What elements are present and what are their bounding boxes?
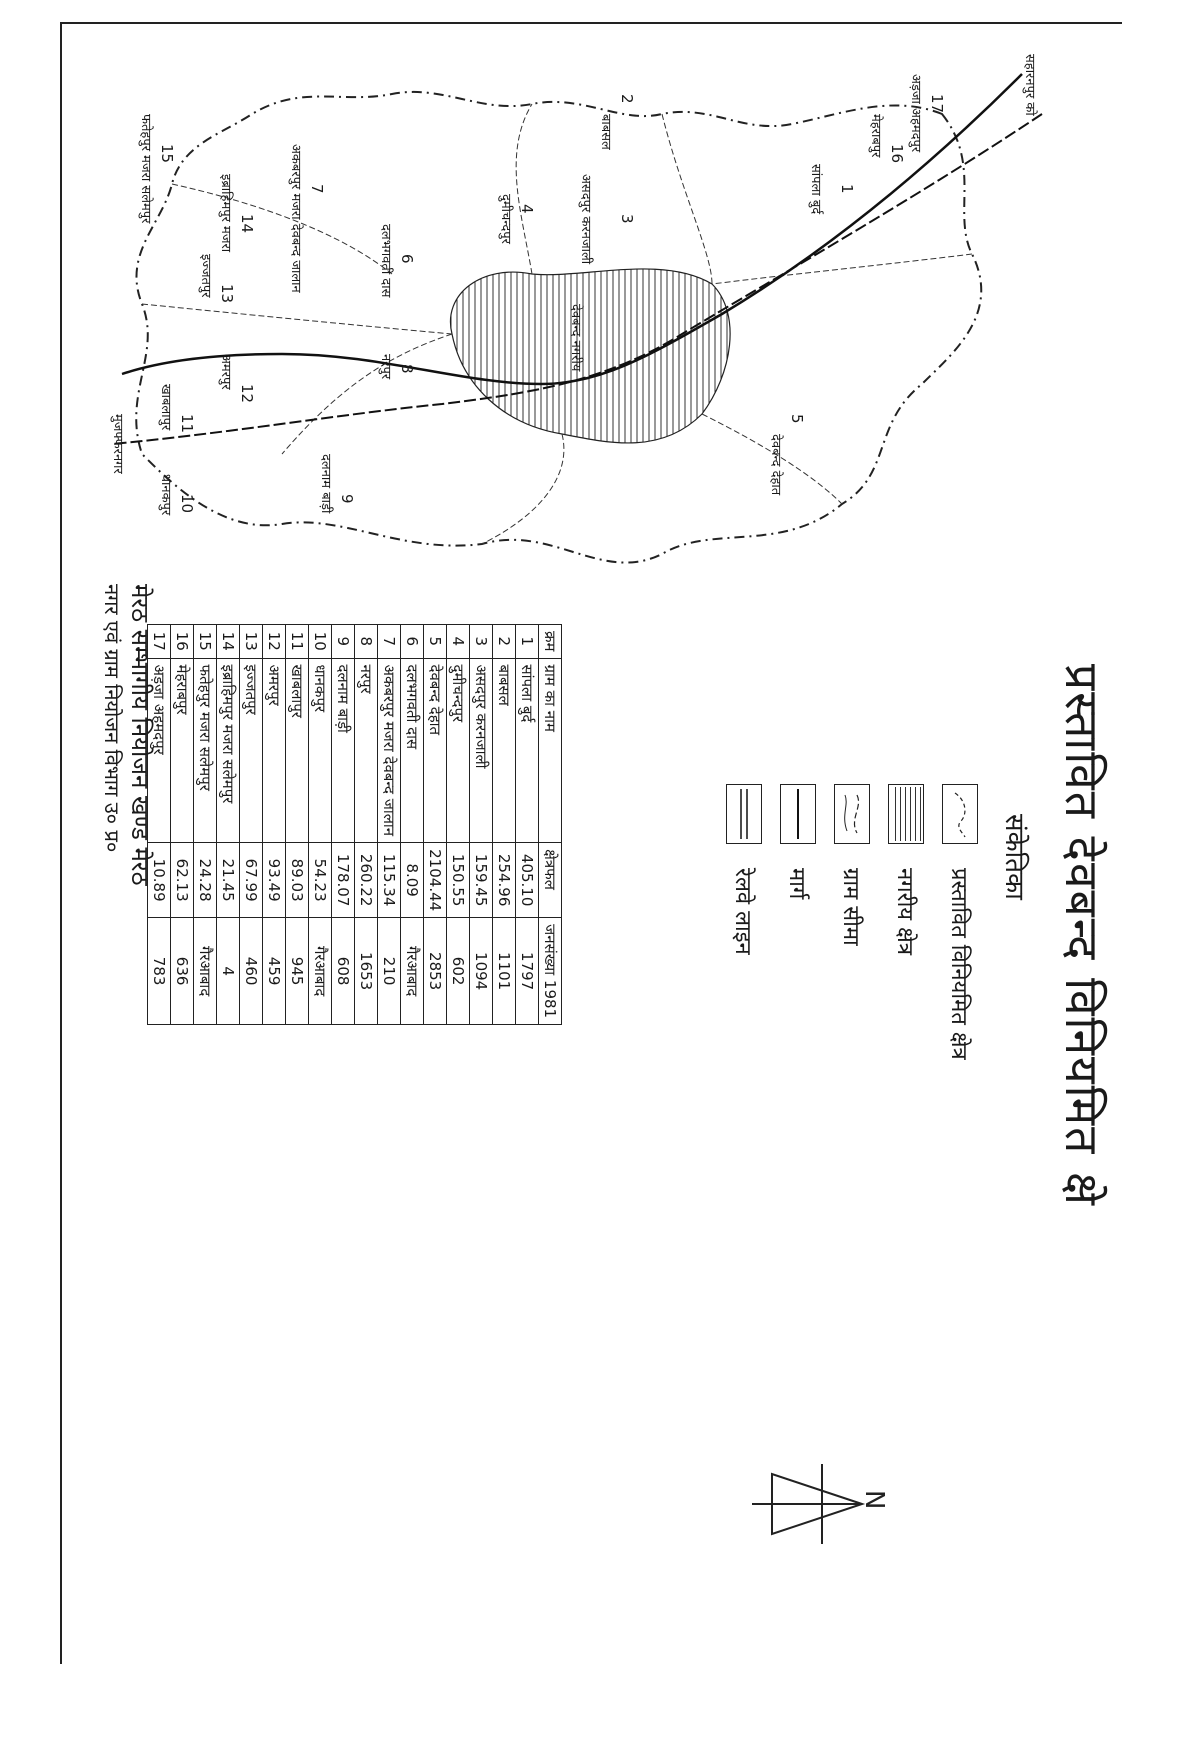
- legend-label: नगरीय क्षेत्र: [892, 868, 917, 955]
- village-label: बाबसल: [598, 114, 613, 150]
- table-row: [217, 625, 240, 1025]
- village-label: इब्राहिमपुर मजरा: [218, 174, 233, 253]
- cell-village-name: दुमीचन्दपुर: [447, 658, 470, 843]
- village-label: नरपुर: [378, 354, 393, 380]
- table-body: [148, 625, 539, 1025]
- village-label: दलभगवती दास: [378, 224, 393, 298]
- village-number: 4: [518, 204, 536, 214]
- cell-area: 8.09: [401, 843, 424, 918]
- saharanpur-label: सहारनपुर को: [1022, 54, 1037, 116]
- cell-area: 260.22: [355, 843, 378, 918]
- village-number: 10: [178, 494, 196, 514]
- cell-area: 89.03: [286, 843, 309, 918]
- cell-serial: 13: [240, 625, 263, 659]
- cell-serial: 5: [424, 625, 447, 659]
- cell-population: 460: [240, 918, 263, 1025]
- cell-village-name: धानकपुर: [309, 658, 332, 843]
- village-number: 2: [618, 94, 636, 104]
- railway-line-icon: [726, 784, 762, 844]
- table-row: [447, 625, 470, 1025]
- cell-area: 254.96: [493, 843, 516, 918]
- col-area: क्षेत्रफल: [539, 843, 562, 918]
- cell-serial: 3: [470, 625, 493, 659]
- legend-label: ग्राम सीमा: [838, 868, 863, 946]
- cell-population: 1101: [493, 918, 516, 1025]
- rotated-content: [62, 24, 1122, 1664]
- legend-item: [884, 784, 928, 955]
- village-number: 7: [308, 184, 326, 194]
- cell-serial: 10: [309, 625, 332, 659]
- cell-serial: 2: [493, 625, 516, 659]
- village-label: खाबलापुर: [158, 384, 173, 431]
- cell-serial: 8: [355, 625, 378, 659]
- table-row: [240, 625, 263, 1025]
- legend-item: [830, 784, 874, 946]
- col-serial: क्रम: [539, 625, 562, 659]
- village-number: 8: [398, 364, 416, 374]
- table-row: [171, 625, 194, 1025]
- cell-village-name: सांपला बुर्द: [516, 658, 539, 843]
- legend-label: प्रस्तावित विनियमित क्षेत्र: [946, 868, 971, 1060]
- cell-village-name: दलनाम बाड़ी: [332, 658, 355, 843]
- table-row: [424, 625, 447, 1025]
- cell-population: गैरआबाद: [309, 918, 332, 1025]
- cell-population: 1653: [355, 918, 378, 1025]
- cell-population: 945: [286, 918, 309, 1025]
- cell-village-name: मेहराबपुर: [171, 658, 194, 843]
- village-label: अकबरपुर मजरा देवबन्द जालान: [288, 144, 303, 293]
- cell-area: 2104.44: [424, 843, 447, 918]
- table-row: [470, 625, 493, 1025]
- legend-label: मार्ग: [784, 868, 809, 900]
- regulated-area-map: [112, 54, 1042, 614]
- cell-population: 1797: [516, 918, 539, 1025]
- cell-village-name: असदपुर करनजाली: [470, 658, 493, 843]
- table-row: [378, 625, 401, 1025]
- table-row: [194, 625, 217, 1025]
- village-label: इज्जतपुर: [198, 254, 213, 298]
- village-label: मेहराबपुर: [868, 114, 883, 158]
- cell-population: 602: [447, 918, 470, 1025]
- road-line-icon: [780, 784, 816, 844]
- village-boundary-icon: [834, 784, 870, 844]
- village-number: 14: [238, 214, 256, 234]
- cell-serial: 11: [286, 625, 309, 659]
- village-number: 6: [398, 254, 416, 264]
- village-table: [147, 624, 562, 1344]
- legend-item: [938, 784, 982, 1060]
- cell-area: 21.45: [217, 843, 240, 918]
- cell-serial: 12: [263, 625, 286, 659]
- table-row: [516, 625, 539, 1025]
- legend-heading: संकेतिका: [999, 814, 1029, 900]
- village-number: 15: [158, 144, 176, 164]
- cell-area: 54.23: [309, 843, 332, 918]
- village-number: 16: [888, 144, 906, 164]
- cell-village-name: इज्जतपुर: [240, 658, 263, 843]
- cell-serial: 9: [332, 625, 355, 659]
- cell-serial: 14: [217, 625, 240, 659]
- cell-serial: 17: [148, 625, 171, 659]
- village-number: 1: [838, 184, 856, 194]
- cell-village-name: अड़जा अहमदपुर: [148, 658, 171, 843]
- cell-serial: 15: [194, 625, 217, 659]
- village-label: फतेहपुर मजरा सलेमपुर: [138, 114, 153, 224]
- table-header-row: [539, 625, 562, 1025]
- cell-village-name: दलभगवती दास: [401, 658, 424, 843]
- table-row: [493, 625, 516, 1025]
- cell-area: 178.07: [332, 843, 355, 918]
- cell-population: 783: [148, 918, 171, 1025]
- cell-population: गैरआबाद: [401, 918, 424, 1025]
- village-label: धानकपुर: [158, 474, 173, 516]
- village-number: 9: [338, 494, 356, 504]
- cell-population: 608: [332, 918, 355, 1025]
- urban-area: [450, 269, 730, 443]
- cell-population: 2853: [424, 918, 447, 1025]
- cell-area: 10.89: [148, 843, 171, 918]
- cell-area: 93.49: [263, 843, 286, 918]
- village-label: सांपला बुर्द: [808, 164, 823, 215]
- village-number: 17: [928, 94, 946, 114]
- page-title: प्रस्तावित देवबन्द विनियमित क्षे: [1055, 664, 1109, 1207]
- cell-village-name: बाबसल: [493, 658, 516, 843]
- table-row: [332, 625, 355, 1025]
- cell-village-name: अमरपुर: [263, 658, 286, 843]
- cell-village-name: खाबलापुर: [286, 658, 309, 843]
- cell-area: 115.34: [378, 843, 401, 918]
- table-row: [355, 625, 378, 1025]
- cell-village-name: देवबन्द देहात: [424, 658, 447, 843]
- village-label: असदपुर करनजाली: [578, 174, 593, 265]
- cell-serial: 6: [401, 625, 424, 659]
- footer-line-2: नगर एवं ग्राम नियोजन विभाग उ० प्र०: [100, 584, 124, 853]
- map-sheet: [60, 22, 1122, 1664]
- legend-item: [722, 784, 766, 955]
- legend-item: [776, 784, 820, 899]
- cell-serial: 7: [378, 625, 401, 659]
- table-row: [401, 625, 424, 1025]
- north-arrow-icon: [742, 1434, 889, 1574]
- village-number: 13: [218, 284, 236, 304]
- cell-area: 67.99: [240, 843, 263, 918]
- village-label: देवबन्द देहात: [768, 434, 783, 496]
- col-village-name: ग्राम का नाम: [539, 658, 562, 843]
- cell-population: 459: [263, 918, 286, 1025]
- table-row: [309, 625, 332, 1025]
- cell-village-name: नरपुर: [355, 658, 378, 843]
- legend-label: रेलवे लाइन: [730, 868, 755, 955]
- cell-area: 62.13: [171, 843, 194, 918]
- issuing-office: [98, 584, 154, 886]
- urban-area-label: देवबन्द नगरीय: [568, 304, 583, 372]
- cell-village-name: फतेहपुर मजरा सलेमपुर: [194, 658, 217, 843]
- north-label: N: [859, 1490, 889, 1510]
- hatched-area-icon: [888, 784, 924, 844]
- village-label: अमरपुर: [218, 354, 233, 390]
- dashed-boundary-icon: [942, 784, 978, 844]
- table-row: [286, 625, 309, 1025]
- village-number: 3: [618, 214, 636, 224]
- cell-serial: 1: [516, 625, 539, 659]
- village-label: अड़जा अहमदपुर: [908, 74, 923, 153]
- cell-population: 4: [217, 918, 240, 1025]
- muzaffarnagar-label: मुजफ्फरनगर: [110, 414, 125, 474]
- cell-area: 150.55: [447, 843, 470, 918]
- village-label: दुमीचन्दपुर: [498, 194, 513, 244]
- table-row: [263, 625, 286, 1025]
- village-label: दलनाम बाड़ी: [318, 454, 333, 514]
- cell-area: 24.28: [194, 843, 217, 918]
- cell-area: 159.45: [470, 843, 493, 918]
- cell-village-name: इब्राहिमपुर मजरा सलेमपुर: [217, 658, 240, 843]
- cell-village-name: अकबरपुर मजरा देवबन्द जालान: [378, 658, 401, 843]
- village-number: 5: [788, 414, 806, 424]
- cell-population: गैरआबाद: [194, 918, 217, 1025]
- cell-population: 210: [378, 918, 401, 1025]
- village-number: 12: [238, 384, 256, 404]
- cell-serial: 4: [447, 625, 470, 659]
- cell-serial: 16: [171, 625, 194, 659]
- footer-line-1: मेरठ सम्भागीय नियोजन खण्ड मेरठ: [126, 584, 154, 886]
- cell-population: 1094: [470, 918, 493, 1025]
- col-population: जनसंख्या 1981: [539, 918, 562, 1025]
- cell-area: 405.10: [516, 843, 539, 918]
- village-number: 11: [178, 414, 196, 434]
- cell-population: 636: [171, 918, 194, 1025]
